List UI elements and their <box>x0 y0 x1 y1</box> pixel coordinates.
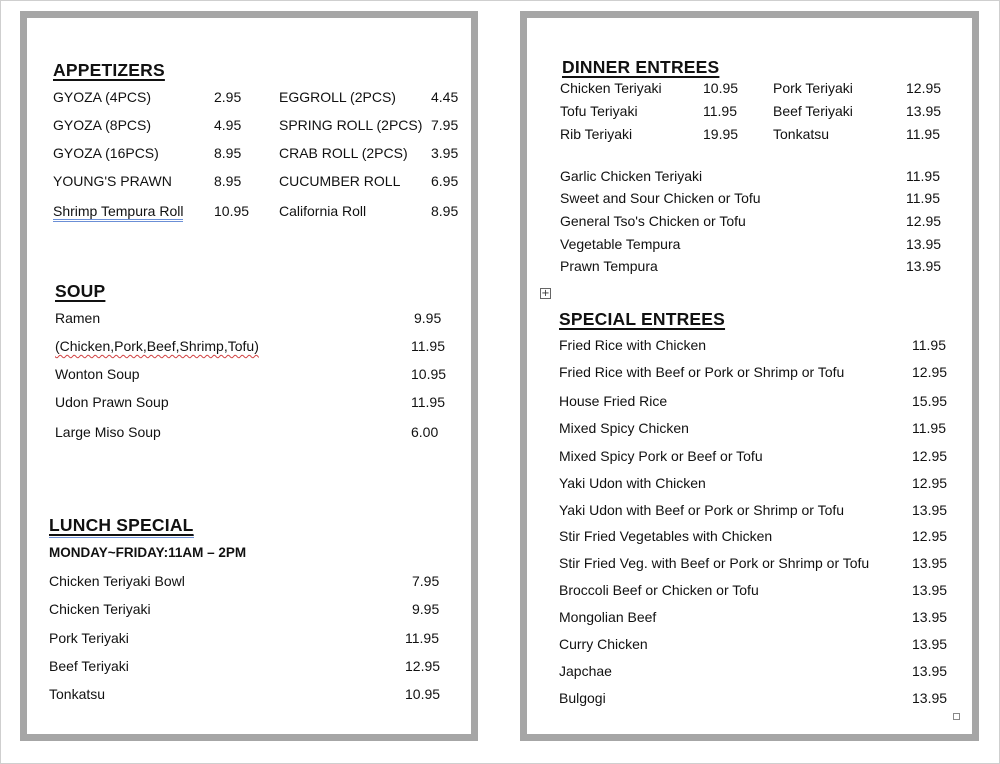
menu-item-name: Fried Rice with Beef or Pork or Shrimp or Tofu <box>559 364 845 380</box>
menu-item-price: 4.45 <box>431 89 459 105</box>
menu-item-price: 2.95 <box>214 89 242 105</box>
menu-item-price: 12.95 <box>912 364 948 380</box>
menu-item-price: 12.95 <box>912 475 948 491</box>
menu-item-price: 7.95 <box>431 117 459 133</box>
menu-item-name: GYOZA (8PCS) <box>53 117 152 133</box>
menu-item-name: Prawn Tempura <box>560 258 658 274</box>
menu-item-price: 11.95 <box>912 337 946 353</box>
menu-item-name: Beef Teriyaki <box>49 658 129 674</box>
dinner-entrees-heading: DINNER ENTREES <box>562 57 720 77</box>
menu-item-name: Vegetable Tempura <box>560 236 681 252</box>
menu-item-name: Tonkatsu <box>49 686 106 702</box>
grammar-flagged-text: Shrimp Tempura Roll <box>53 203 183 222</box>
menu-item-name: Yaki Udon with Chicken <box>559 475 706 491</box>
menu-item-name: Udon Prawn Soup <box>55 394 169 410</box>
menu-item-price: 10.95 <box>703 80 739 96</box>
menu-item-name: Fried Rice with Chicken <box>559 337 707 353</box>
end-of-table-marker-icon <box>953 713 960 720</box>
menu-item-name: Stir Fried Veg. with Beef or Pork or Shrimp or Tofu <box>559 555 870 571</box>
menu-item-price: 12.95 <box>912 448 948 464</box>
menu-item-price: 12.95 <box>906 80 942 96</box>
table-move-handle-icon[interactable]: + <box>541 288 550 299</box>
menu-item-price: 19.95 <box>703 126 739 142</box>
menu-item-name: Yaki Udon with Beef or Pork or Shrimp or Tofu <box>559 502 845 518</box>
menu-item-price: 11.95 <box>411 394 445 410</box>
appetizers-heading: APPETIZERS <box>53 60 165 80</box>
menu-item-name <box>53 203 183 219</box>
menu-item-price: 13.95 <box>906 258 942 274</box>
menu-item-price: 7.95 <box>412 573 440 589</box>
menu-item-price: 3.95 <box>431 145 459 161</box>
right-menu-panel <box>520 11 979 741</box>
menu-item-name: Garlic Chicken Teriyaki <box>560 168 703 184</box>
menu-item-name: Mixed Spicy Chicken <box>559 420 689 436</box>
menu-item-price: 11.95 <box>703 103 737 119</box>
menu-item-name: Bulgogi <box>559 690 606 706</box>
menu-item-name: Stir Fried Vegetables with Chicken <box>559 528 773 544</box>
menu-item-price: 13.95 <box>912 690 948 706</box>
menu-item-price: 12.95 <box>912 528 948 544</box>
menu-item-name: Beef Teriyaki <box>773 103 853 119</box>
menu-item-name: Pork Teriyaki <box>773 80 853 96</box>
menu-item-name: YOUNG'S PRAWN <box>53 173 172 189</box>
menu-item-name: Chicken Teriyaki <box>560 80 662 96</box>
menu-item-name: CRAB ROLL (2PCS) <box>279 145 408 161</box>
menu-item-name: Tofu Teriyaki <box>560 103 638 119</box>
menu-item-price: 11.95 <box>411 338 445 354</box>
menu-item-name <box>55 338 259 354</box>
menu-item-name: CUCUMBER ROLL <box>279 173 401 189</box>
menu-item-price: 10.95 <box>411 366 447 382</box>
menu-item-name: Pork Teriyaki <box>49 630 129 646</box>
menu-item-price: 10.95 <box>405 686 441 702</box>
special-entrees-heading: SPECIAL ENTREES <box>559 309 726 329</box>
menu-item-price: 8.95 <box>214 145 242 161</box>
menu-item-price: 13.95 <box>912 582 948 598</box>
menu-item-name: Mongolian Beef <box>559 609 657 625</box>
lunch-hours: MONDAY~FRIDAY:11AM – 2PM <box>49 545 247 560</box>
menu-item-name: EGGROLL (2PCS) <box>279 89 396 105</box>
menu-item-name: Chicken Teriyaki Bowl <box>49 573 185 589</box>
spelling-flagged-text: (Chicken,Pork,Beef,Shrimp,Tofu) <box>55 338 259 354</box>
menu-item-name: Sweet and Sour Chicken or Tofu <box>560 190 761 206</box>
menu-item-name: House Fried Rice <box>559 393 668 409</box>
menu-item-name: Curry Chicken <box>559 636 648 652</box>
menu-item-name: GYOZA (4PCS) <box>53 89 152 105</box>
menu-item-price: 13.95 <box>912 502 948 518</box>
menu-item-price: 10.95 <box>214 203 250 219</box>
menu-item-price: 6.95 <box>431 173 459 189</box>
menu-item-price: 11.95 <box>906 126 940 142</box>
menu-item-name: SPRING ROLL (2PCS) <box>279 117 423 133</box>
grammar-flagged-text: LUNCH SPECIAL <box>49 515 194 538</box>
menu-item-price: 12.95 <box>405 658 441 674</box>
menu-item-price: 13.95 <box>912 636 948 652</box>
menu-item-price: 15.95 <box>912 393 948 409</box>
menu-item-price: 9.95 <box>412 601 440 617</box>
menu-item-name: California Roll <box>279 203 367 219</box>
menu-item-price: 13.95 <box>912 609 948 625</box>
menu-item-price: 11.95 <box>405 630 439 646</box>
menu-item-name: General Tso's Chicken or Tofu <box>560 213 746 229</box>
menu-item-price: 13.95 <box>912 663 948 679</box>
menu-item-name: Mixed Spicy Pork or Beef or Tofu <box>559 448 763 464</box>
menu-item-price: 4.95 <box>214 117 242 133</box>
menu-item-name: Broccoli Beef or Chicken or Tofu <box>559 582 759 598</box>
menu-item-name: Japchae <box>559 663 612 679</box>
soup-heading: SOUP <box>55 281 106 301</box>
menu-item-name: GYOZA (16PCS) <box>53 145 159 161</box>
menu-item-price: 8.95 <box>431 203 459 219</box>
menu-item-name: Rib Teriyaki <box>560 126 633 142</box>
lunch-special-heading <box>49 515 194 536</box>
menu-item-price: 13.95 <box>906 103 942 119</box>
menu-item-name: Large Miso Soup <box>55 424 161 440</box>
menu-item-name: Tonkatsu <box>773 126 830 142</box>
menu-item-name: Wonton Soup <box>55 366 140 382</box>
menu-item-name: Ramen <box>55 310 101 326</box>
menu-item-price: 11.95 <box>912 420 946 436</box>
menu-item-price: 12.95 <box>906 213 942 229</box>
menu-item-price: 8.95 <box>214 173 242 189</box>
menu-item-price: 11.95 <box>906 168 940 184</box>
menu-item-price: 13.95 <box>912 555 948 571</box>
menu-item-price: 11.95 <box>906 190 940 206</box>
menu-item-price: 6.00 <box>411 424 439 440</box>
menu-item-name: Chicken Teriyaki <box>49 601 151 617</box>
left-menu-panel <box>20 11 478 741</box>
menu-item-price: 9.95 <box>414 310 442 326</box>
menu-item-price: 13.95 <box>906 236 942 252</box>
